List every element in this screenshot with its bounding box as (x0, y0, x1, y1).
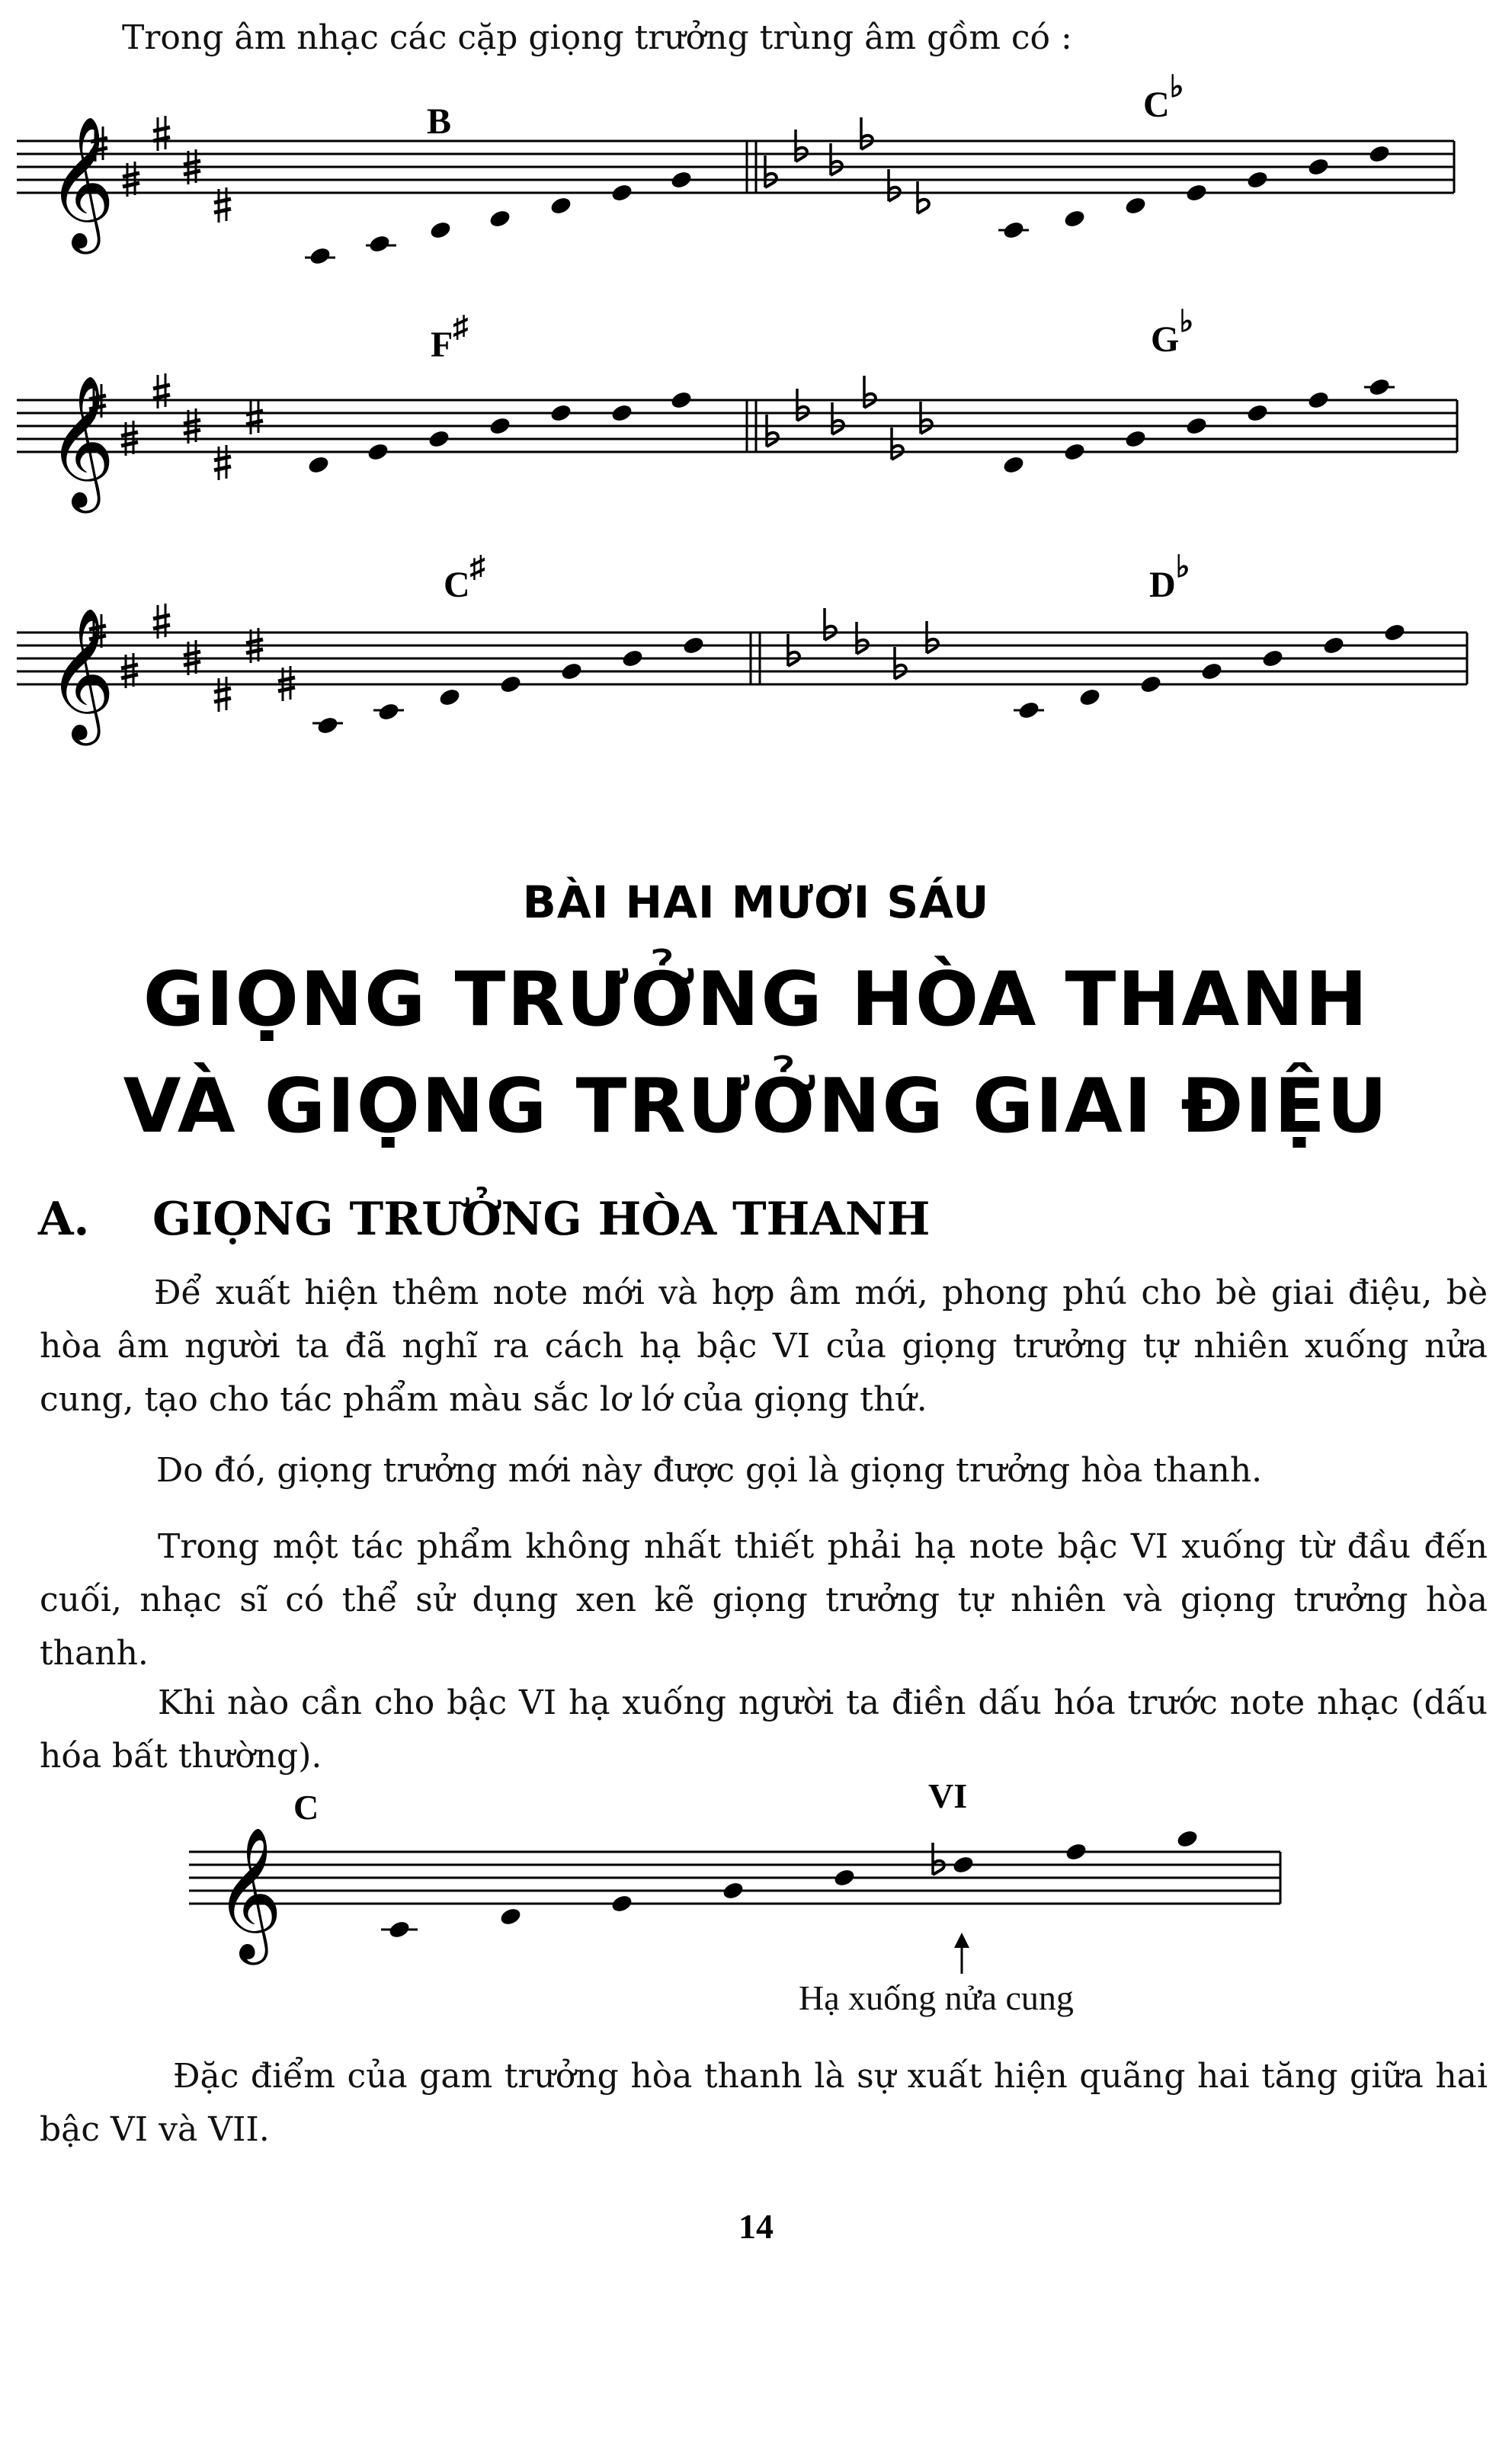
key-label-c-sharp: C♯ (444, 549, 485, 605)
treble-clef-icon: 𝄞 (47, 116, 115, 248)
staff-row-3 (17, 604, 1467, 746)
example-caption: Hạ xuống nửa cung (799, 1978, 1074, 2017)
staff-row-1 (17, 116, 1454, 267)
arrow-up-icon (954, 1933, 969, 1974)
key-label-d-flat: D♭ (1149, 549, 1190, 605)
lesson-label: BÀI HAI MƯƠI SÁU (522, 876, 990, 928)
section-a-label: A. (38, 1193, 90, 1246)
section-a-title: GIỌNG TRƯỞNG HÒA THANH (152, 1193, 931, 1246)
page-number: 14 (738, 2207, 774, 2246)
key-label-g-flat: G♭ (1151, 304, 1194, 360)
paragraph-2: Do đó, giọng trưởng mới này được gọi là giọng trưởng hòa thanh. (156, 1451, 1263, 1490)
treble-clef-icon: 𝄞 (47, 607, 115, 740)
section-a-heading (38, 1193, 930, 1246)
paragraph-4: Khi nào cần cho bậc VI hạ xuống người ta điền dấu hóa trước note nhạc (dấu hóa bất thường). (40, 1683, 1488, 1776)
key-label-c-flat: C♭ (1143, 69, 1184, 125)
paragraph-5: Đặc điểm của gam trưởng hòa thanh là sự xuất hiện quãng hai tăng giữa hai bậc VI và VII. (40, 2057, 1488, 2149)
example-key-label: C (293, 1788, 319, 1827)
page-title-line-1: GIỌNG TRƯỞNG HÒA THANH (143, 956, 1369, 1043)
treble-clef-icon: 𝄞 (47, 375, 115, 508)
staff-row-2 (17, 373, 1457, 514)
paragraph-1: Để xuất hiện thêm note mới và hợp âm mới, phong phú cho bè giai điệu, bè hòa âm người ta đã nghĩ ra cách hạ bậc VI của giọng trưởng tự nhiên xuống nửa cung, tạo cho tác phẩm màu sắc lơ lớ của giọng thứ. (40, 1273, 1488, 1419)
example-degree-label: VI (928, 1776, 968, 1815)
key-label-f-sharp: F♯ (431, 309, 469, 365)
key-label-b: B (427, 101, 452, 142)
page-title-line-2: VÀ GIỌNG TRƯỞNG GIAI ĐIỆU (123, 1063, 1389, 1150)
paragraph-3: Trong một tác phẩm không nhất thiết phải hạ note bậc VI xuống từ đầu đến cuối, nhạc sĩ có thể sử dụng xen kẽ giọng trưởng tự nhiên và giọng trưởng hòa thanh. (40, 1527, 1488, 1673)
example-staff (189, 1827, 1280, 1974)
intro-text: Trong âm nhạc các cặp giọng trưởng trùng âm gồm có : (122, 18, 1072, 57)
treble-clef-icon: 𝄞 (215, 1827, 283, 1959)
